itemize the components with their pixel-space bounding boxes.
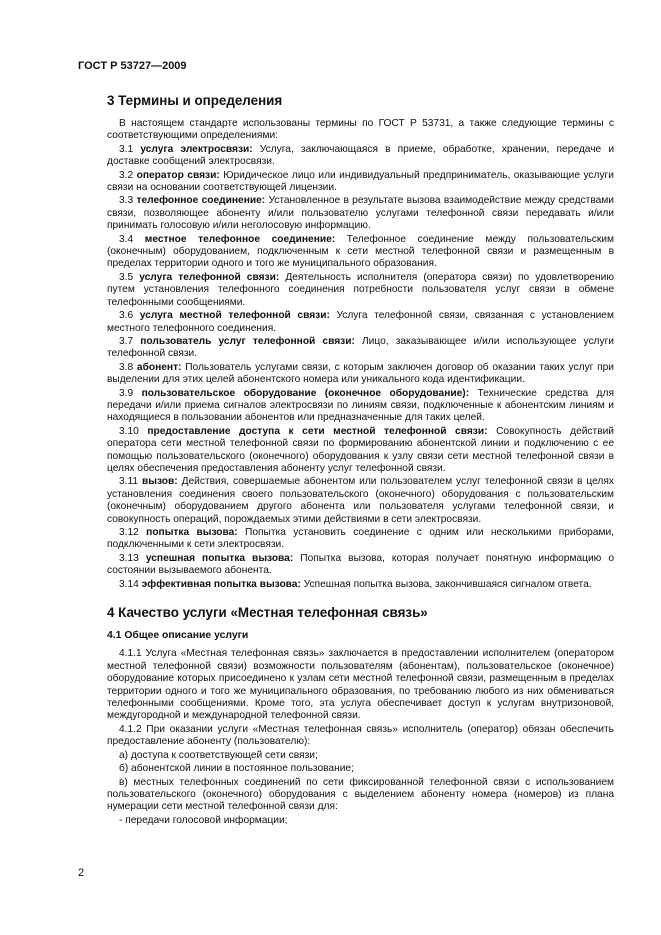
term-3-10: 3.10 предоставление доступа к сети местной телефонной связи: Совокупность действий оператора сети местной телефонной связи по формированию абонентской линии и подключению с ее помощью пользовательского (оконечного) оборудования к узлу связи сети местной телефонной связи в целях обеспечения предоставления абоненту услуг телефонной связи. [107,425,614,474]
term-3-9: 3.9 пользовательское оборудование (оконечное оборудование): Технические средства для передачи и/или приема сигналов электросвязи по линиям связи, подключенные к абонентским линиям и находящиеся в пользовании абонентов или предназначенные для таких целей. [107,387,614,424]
term-3-3: 3.3 телефонное соединение: Установленное в результате вызова взаимодействие между средствами связи, позволяющее абоненту и/или пользователю услугами телефонной связи передавать и/или принимать голосовую и/или неголосовую информацию. [107,195,614,232]
term-3-13: 3.13 успешная попытка вызова: Попытка вызова, которая получает понятную информацию о состоянии вызываемого абонента. [107,552,614,577]
term-3-8: 3.8 абонент: Пользователь услугами связи, с которым заключен договор об оказании таких услуг при выделении для этих целей абонентского номера или уникального кода идентификации. [107,361,614,386]
term-3-2: 3.2 оператор связи: Юридическое лицо или индивидуальный предприниматель, оказывающие услуги связи на основании соответствующей лицензии. [107,169,614,194]
paragraph-4-1-1: 4.1.1 Услуга «Местная телефонная связь» заключается в предоставлении исполнителем (оператором местной телефонной связи) возможности пользователям (абонентам), пользовательское (оконечное) оборудование которых присоединено к узлам сети местной телефонной связи, размещенным в пределах территории одного и того же муниципального образования, по требованию любого из них обмениваться телефонными сообщениями. Кроме того, эта услуга обеспечивает доступ к услугам внутризоновой, междугородной и международной телефонной связи. [107,648,614,722]
section-3-intro: В настоящем стандарте использованы термины по ГОСТ Р 53731, а также следующие термины с соответствующими определениями: [107,118,614,142]
section-3-title: 3 Термины и определения [107,93,283,108]
list-item-v: в) местных телефонных соединений по сети фиксированной телефонной связи с использованием пользовательского (оконечного) оборудования с выделением абоненту номера (номеров) из плана нумерации сети местной телефонной связи для: [107,776,614,813]
list-item-b: б) абонентской линии в постоянное пользование; [119,763,354,775]
term-3-14: 3.14 эффективная попытка вызова: Успешная попытка вызова, закончившаяся сигналом ответа. [119,578,592,590]
term-3-7: 3.7 пользователь услуг телефонной связи: Лицо, заказывающее и/или использующее услуги телефонной связи. [107,335,614,360]
page-number: 2 [78,867,85,879]
subsection-4-1-title: 4.1 Общее описание услуги [107,630,249,642]
page-content [107,93,614,828]
term-3-4: 3.4 местное телефонное соединение: Телефонное соединение между пользовательским (оконечным) оборудованием, подключенным к сети местной телефонной связи и размещенным в пределах территории одного и того же муниципального образования. [107,233,614,270]
section-4-title: 4 Качество услуги «Местная телефонная связь» [107,605,428,621]
term-3-12: 3.12 попытка вызова: Попытка установить соединение с одним или несколькими приборами, подключенными к сети электросвязи. [107,527,614,551]
document-header: ГОСТ Р 53727—2009 [78,60,187,72]
term-3-6: 3.6 услуга местной телефонной связи: Услуга телефонной связи, связанная с установлением местного телефонного соединения. [107,310,614,334]
list-item-a: а) доступа к соответствующей сети связи; [119,749,318,761]
term-3-1: 3.1 услуга электросвязи: Услуга, заключающаяся в приеме, обработке, хранении, передаче и доставке сообщений электросвязи. [107,143,615,168]
term-3-11: 3.11 вызов: Действия, совершаемые абонентом или пользователем услуг телефонной связи в целях установления соединения своего пользовательского (оконечного) оборудования с пользовательским (оконечным) оборудованием другого абонента или пользователя услугами телефонной связи, и совокупность операций, порождаемых этими действиями в сети электросвязи. [107,476,614,525]
list-item-dash: - передачи голосовой информации; [119,814,288,826]
term-3-5: 3.5 услуга телефонной связи: Деятельность исполнителя (оператора связи) по удовлетворению путем установления телефонного соединения потребности пользователя услуг связи в обмене телефонными сообщениями. [107,271,614,308]
paragraph-4-1-2: 4.1.2 При оказании услуги «Местная телефонная связь» исполнитель (оператор) обязан обеспечить предоставление абоненту (пользователю): [107,723,614,748]
